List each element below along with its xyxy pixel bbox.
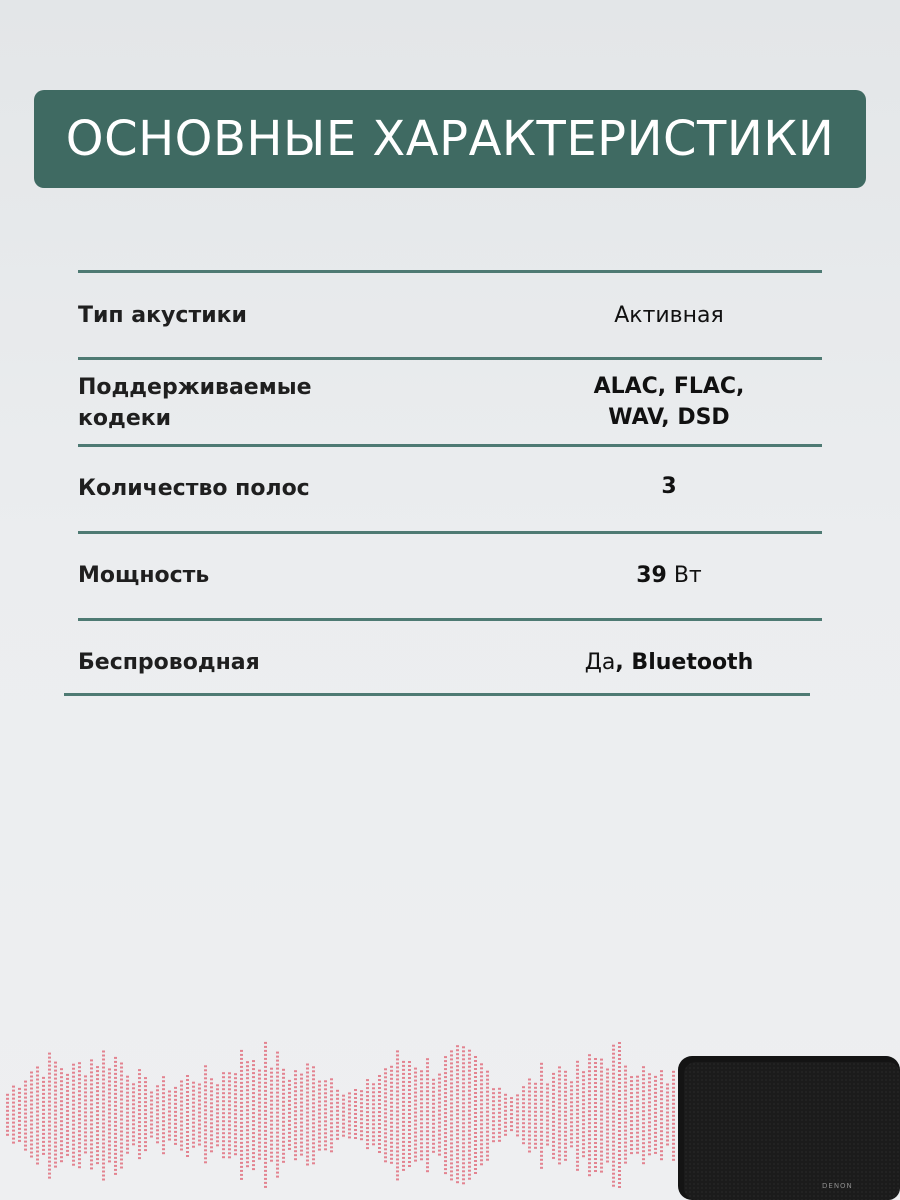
spec-value-wireless — [540, 647, 798, 678]
divider — [64, 693, 810, 696]
spec-label-type: Тип акустики — [78, 303, 247, 328]
divider — [78, 531, 822, 534]
spec-value-bands: 3 — [661, 474, 677, 499]
spec-value-power-unit: Вт — [673, 563, 702, 588]
spec-value-wireless-plain: Да — [584, 650, 616, 675]
speaker-grille — [684, 1062, 900, 1200]
spec-value-power — [540, 560, 798, 591]
spec-label-codecs — [78, 372, 378, 434]
spec-value-codecs — [540, 371, 798, 433]
spec-label-wireless: Беспроводная — [78, 650, 260, 675]
speaker-image — [672, 1050, 900, 1200]
divider — [78, 618, 822, 621]
page-title: ОСНОВНЫЕ ХАРАКТЕРИСТИКИ — [65, 111, 835, 167]
spec-label-bands: Количество полос — [78, 476, 310, 501]
spec-value-wireless-bold: , Bluetooth — [615, 650, 754, 675]
divider — [78, 270, 822, 273]
spec-value-codecs-text: ALAC, FLAC, WAV, DSD — [593, 374, 745, 430]
spec-value-power-number: 39 — [636, 563, 667, 588]
spec-value-type: Активная — [614, 303, 724, 328]
spec-label-codecs-text: Поддерживаемые кодеки — [78, 375, 312, 431]
speaker-brand-logo: DENON — [822, 1182, 853, 1190]
divider — [78, 357, 822, 360]
divider — [78, 444, 822, 447]
spec-label-power: Мощность — [78, 563, 210, 588]
